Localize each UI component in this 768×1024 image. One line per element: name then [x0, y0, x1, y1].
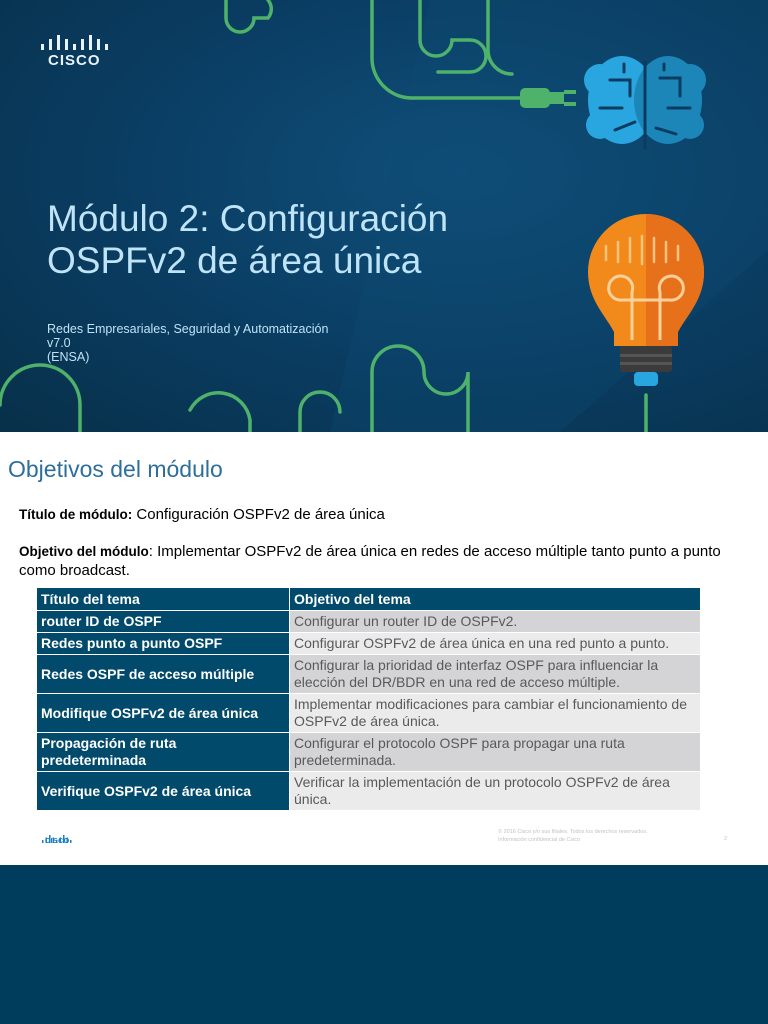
confidential-line: Información confidencial de Cisco [498, 837, 581, 843]
topic-cell: Redes punto a punto OSPF [37, 633, 290, 655]
header-objective: Objetivo del tema [290, 588, 701, 611]
slide-heading: Objetivos del módulo [8, 456, 223, 482]
module-objective-value: : Implementar OSPFv2 de área única en redes de acceso múltiple tanto punto a punto como broadcast. [19, 543, 721, 579]
objective-cell: Configurar la prioridad de interfaz OSPF para influenciar la elección del DR/BDR en una red de acceso múltiple. [290, 655, 701, 694]
objective-cell: Configurar OSPFv2 de área única en una red punto a punto. [290, 633, 701, 655]
module-title-value: Configuración OSPFv2 de área única [132, 506, 385, 523]
page-number: 2 [724, 836, 728, 842]
table-row [37, 694, 701, 733]
table-row [37, 772, 701, 811]
cisco-logo [40, 34, 110, 70]
topic-cell: Propagación de ruta predeterminada [37, 733, 290, 772]
title-slide [0, 0, 768, 432]
copyright-line: © 2016 Cisco y/o sus filiales. Todos los derechos reservados. [498, 829, 648, 835]
objective-cell: Configurar el protocolo OSPF para propagar una ruta predeterminada. [290, 733, 701, 772]
objectives-table [36, 587, 701, 811]
footer-cisco-wordmark: CISCO [45, 838, 70, 845]
topic-cell: Modifique OSPFv2 de área única [37, 694, 290, 733]
module-title-line [19, 505, 744, 524]
objective-cell: Configurar un router ID de OSPFv2. [290, 611, 701, 633]
course-info [47, 322, 328, 364]
module-title-label: Título de módulo: [19, 507, 133, 522]
table-row [37, 655, 701, 694]
table-row [37, 733, 701, 772]
footer-copyright [498, 828, 647, 844]
topic-cell: Redes OSPF de acceso múltiple [37, 655, 290, 694]
course-name: Redes Empresariales, Seguridad y Automatización [47, 322, 329, 336]
objective-cell: Verificar la implementación de un protocolo OSPFv2 de área única. [290, 772, 701, 811]
cisco-wordmark: CISCO [48, 52, 101, 69]
slide-title: Módulo 2: Configuración OSPFv2 de área única [47, 198, 449, 281]
table-row [37, 633, 701, 655]
cisco-bars-icon [40, 34, 110, 50]
table-header-row [37, 588, 701, 611]
topic-cell: router ID de OSPF [37, 611, 290, 633]
table-row [37, 611, 701, 633]
module-objective-line [19, 542, 744, 580]
footer-cisco-logo [42, 830, 72, 846]
objective-cell: Implementar modificaciones para cambiar el funcionamiento de OSPFv2 de área única. [290, 694, 701, 733]
header-topic: Título del tema [37, 588, 290, 611]
module-objective-label: Objetivo del módulo [19, 544, 149, 559]
objectives-slide [0, 432, 768, 865]
brain-icon [584, 56, 706, 148]
course-version: v7.0 [47, 336, 71, 350]
course-code: (ENSA) [47, 350, 90, 364]
topic-cell: Verifique OSPFv2 de área única [37, 772, 290, 811]
